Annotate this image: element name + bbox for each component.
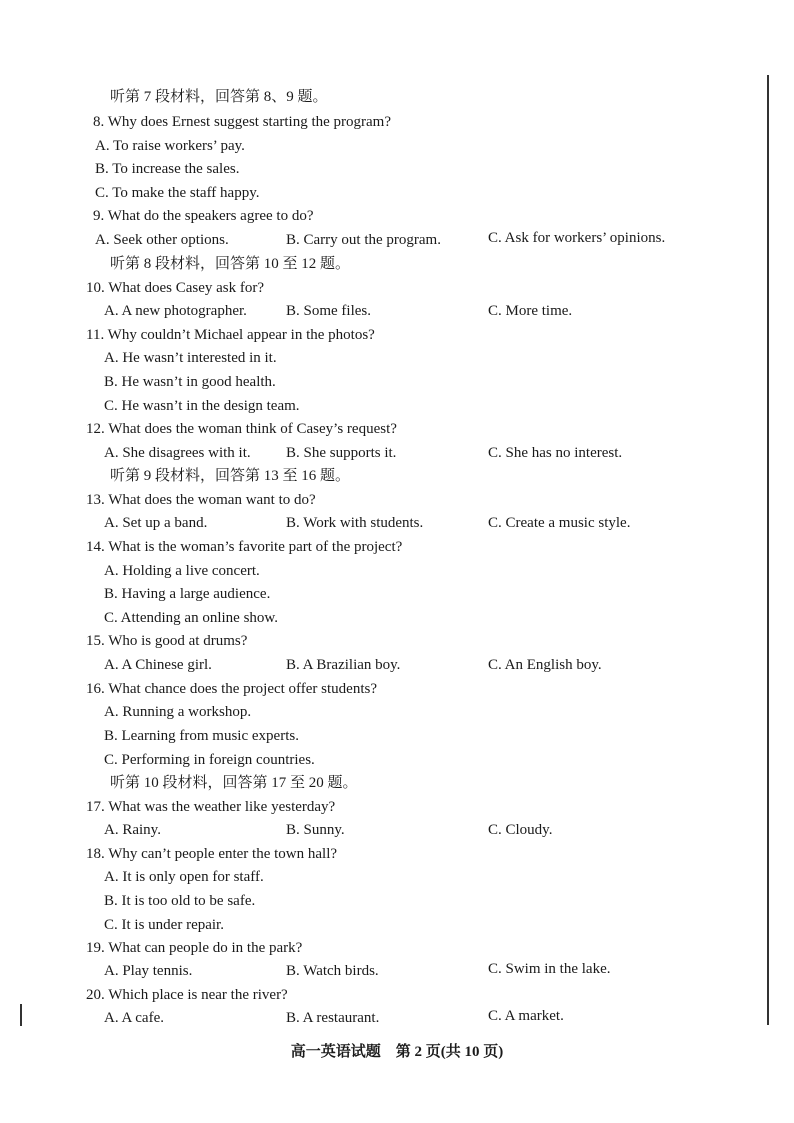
q10-option-a: A. A new photographer. <box>104 303 247 319</box>
q20-option-b: B. A restaurant. <box>286 1010 380 1026</box>
q19-option-b: B. Watch birds. <box>286 963 379 979</box>
question-10: 10. What does Casey ask for? <box>86 280 265 296</box>
q17-option-a: A. Rainy. <box>104 822 161 838</box>
q13-option-b: B. Work with students. <box>286 515 424 531</box>
page-footer: 高一英语试题 第 2 页(共 10 页) <box>290 1044 504 1060</box>
section-8-instruction: 听第 8 段材料，回答第 10 至 12 题。 <box>110 256 351 272</box>
question-17: 17. What was the weather like yesterday? <box>86 799 336 815</box>
q15-option-c: C. An English boy. <box>488 657 602 673</box>
q13-option-c: C. Create a music style. <box>488 515 631 531</box>
q19-option-c: C. Swim in the lake. <box>488 961 611 977</box>
question-8: 8. Why does Ernest suggest starting the program? <box>93 114 391 130</box>
q17-option-b: B. Sunny. <box>286 822 345 838</box>
q16-option-b: B. Learning from music experts. <box>104 728 299 744</box>
q9-option-c: C. Ask for workers’ opinions. <box>488 230 666 246</box>
question-11: 11. Why couldn’t Michael appear in the photos? <box>86 327 375 343</box>
q20-option-a: A. A cafe. <box>104 1010 164 1026</box>
q18-option-b: B. It is too old to be safe. <box>104 893 256 909</box>
question-19: 19. What can people do in the park? <box>86 940 303 956</box>
q12-option-b: B. She supports it. <box>286 445 397 461</box>
q18-option-c: C. It is under repair. <box>104 917 224 933</box>
q16-option-a: A. Running a workshop. <box>104 704 252 720</box>
q16-option-c: C. Performing in foreign countries. <box>104 752 315 768</box>
q12-option-a: A. She disagrees with it. <box>104 445 251 461</box>
question-9: 9. What do the speakers agree to do? <box>93 208 314 224</box>
question-18: 18. Why can’t people enter the town hall? <box>86 846 338 862</box>
q10-option-c: C. More time. <box>488 303 573 319</box>
q8-option-a: A. To raise workers’ pay. <box>95 138 245 154</box>
section-7-instruction: 听第 7 段材料，回答第 8、9 题。 <box>110 89 328 105</box>
q14-option-a: A. Holding a live concert. <box>104 563 260 579</box>
q13-option-a: A. Set up a band. <box>104 515 208 531</box>
question-15: 15. Who is good at drums? <box>86 633 248 649</box>
question-13: 13. What does the woman want to do? <box>86 492 316 508</box>
question-12: 12. What does the woman think of Casey’s request? <box>86 421 397 437</box>
q15-option-a: A. A Chinese girl. <box>104 657 212 673</box>
q19-option-a: A. Play tennis. <box>104 963 193 979</box>
q8-option-c: C. To make the staff happy. <box>95 185 260 201</box>
q10-option-b: B. Some files. <box>286 303 371 319</box>
q11-option-c: C. He wasn’t in the design team. <box>104 398 300 414</box>
question-16: 16. What chance does the project offer students? <box>86 681 378 697</box>
question-20: 20. Which place is near the river? <box>86 987 288 1003</box>
q15-option-b: B. A Brazilian boy. <box>286 657 401 673</box>
right-margin-line <box>767 75 769 1025</box>
q12-option-c: C. She has no interest. <box>488 445 623 461</box>
section-10-instruction: 听第 10 段材料，回答第 17 至 20 题。 <box>110 775 358 791</box>
q11-option-a: A. He wasn’t interested in it. <box>104 350 277 366</box>
left-margin-mark <box>20 1004 22 1026</box>
q18-option-a: A. It is only open for staff. <box>104 869 264 885</box>
q20-option-c: C. A market. <box>488 1008 564 1024</box>
q17-option-c: C. Cloudy. <box>488 822 553 838</box>
question-14: 14. What is the woman’s favorite part of the project? <box>86 539 403 555</box>
q11-option-b: B. He wasn’t in good health. <box>104 374 276 390</box>
q14-option-c: C. Attending an online show. <box>104 610 279 626</box>
q9-option-b: B. Carry out the program. <box>286 232 441 248</box>
q8-option-b: B. To increase the sales. <box>95 161 240 177</box>
q14-option-b: B. Having a large audience. <box>104 586 271 602</box>
q9-option-a: A. Seek other options. <box>95 232 229 248</box>
section-9-instruction: 听第 9 段材料，回答第 13 至 16 题。 <box>110 468 351 484</box>
